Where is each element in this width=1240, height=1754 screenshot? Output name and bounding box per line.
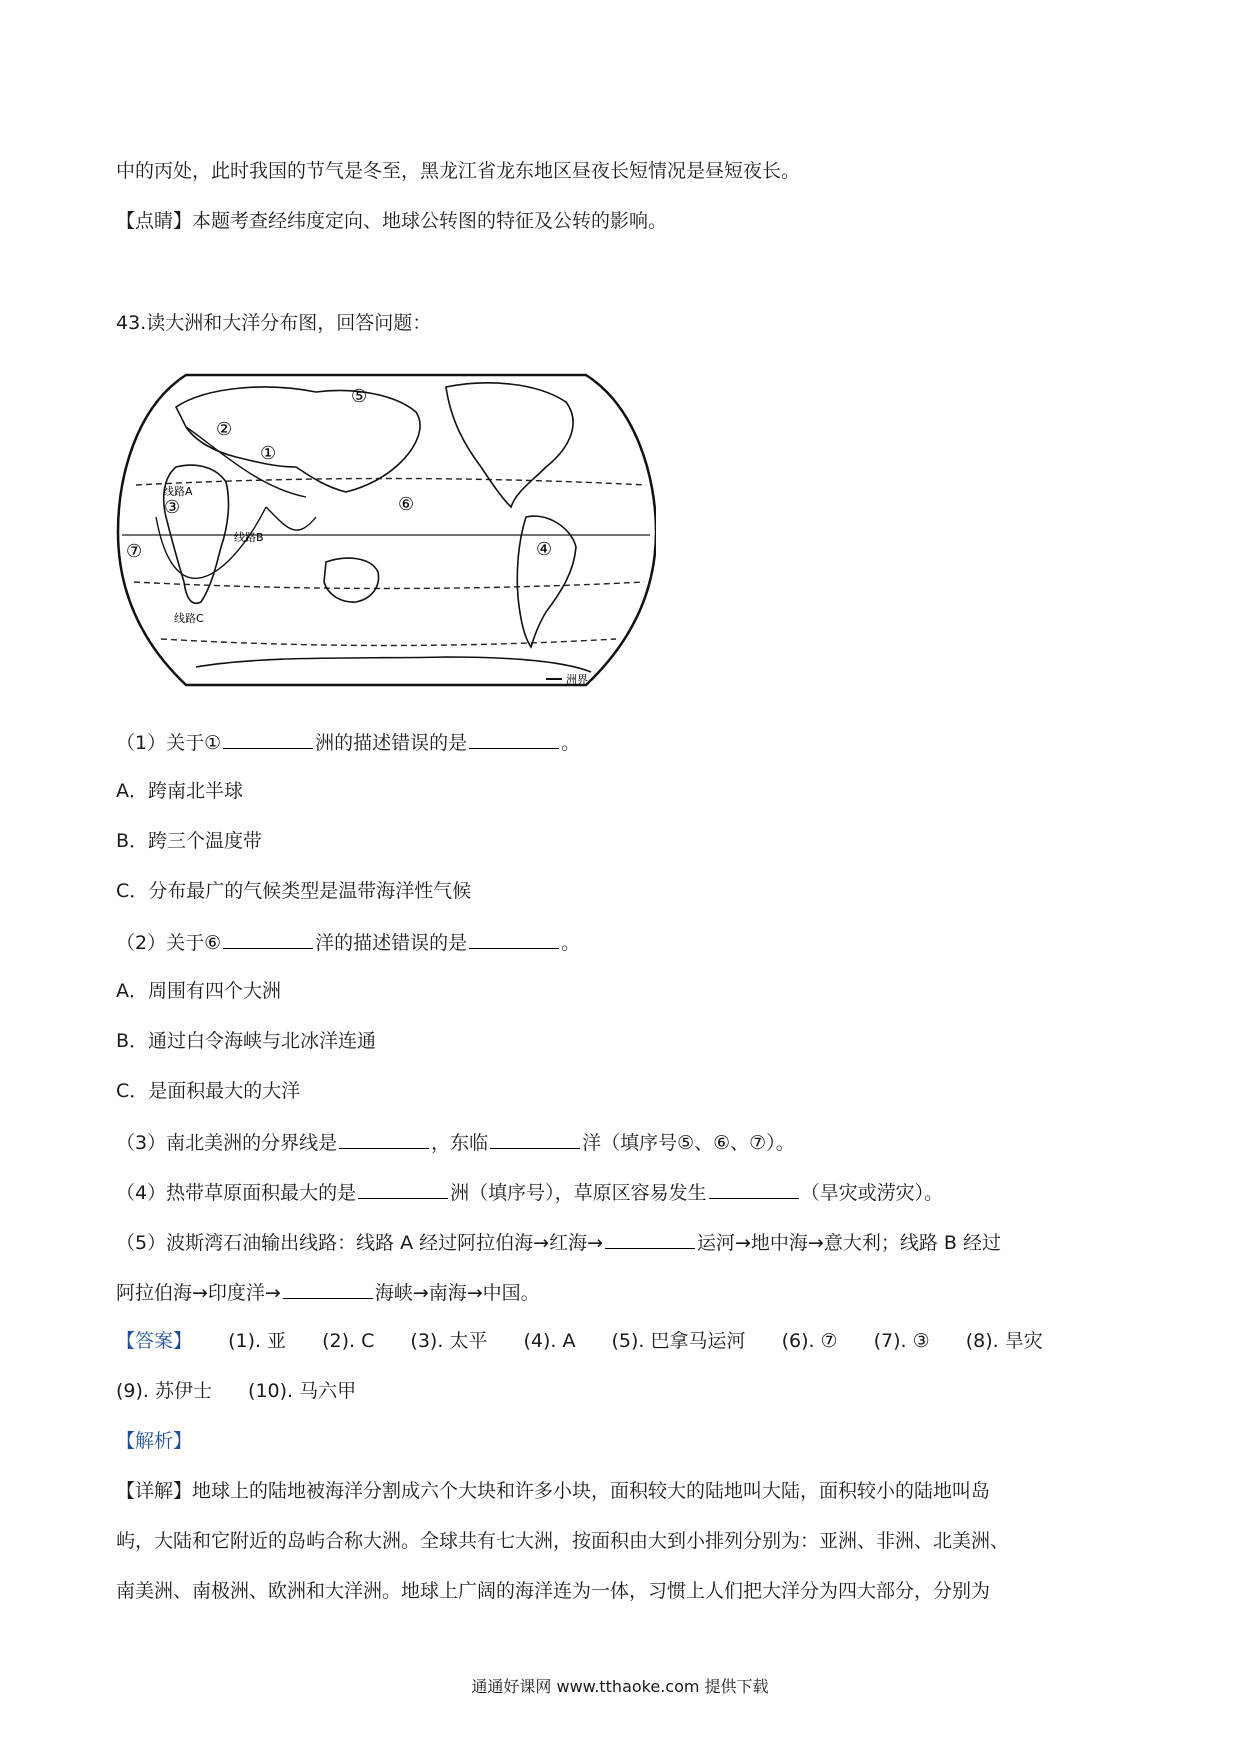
intro-line-1: 中的丙处，此时我国的节气是冬至，黑龙江省龙东地区昼夜长短情况是昼短夜长。 xyxy=(116,160,801,182)
north-america-outline xyxy=(446,383,573,507)
analysis-label: 【解析】 xyxy=(116,1430,193,1452)
q1-line xyxy=(116,728,580,756)
q4-blank-continent[interactable] xyxy=(358,1178,448,1199)
antarctic-circle-line xyxy=(161,639,616,646)
south-america-outline xyxy=(517,516,576,647)
q1-option-a: A．跨南北半球 xyxy=(116,780,243,802)
answer-item-6: (6). ⑦ xyxy=(781,1330,838,1352)
label-c1: ① xyxy=(260,443,277,464)
answer-item-5: (5). 巴拿马运河 xyxy=(611,1330,746,1352)
answer-item-1: (1). 亚 xyxy=(228,1330,287,1352)
q3-blank-ocean[interactable] xyxy=(490,1128,580,1149)
q2-line xyxy=(116,928,580,956)
q1-option-c: C．分布最广的气候类型是温带海洋性气候 xyxy=(116,880,472,902)
q1-blank-answer[interactable] xyxy=(469,728,559,749)
q5-blank-strait[interactable] xyxy=(283,1278,373,1299)
q3-mid: ，东临 xyxy=(431,1132,489,1154)
q1-blank-continent[interactable] xyxy=(223,728,313,749)
q1-mid: 洲的描述错误的是 xyxy=(315,732,468,754)
q1-pre: （1）关于① xyxy=(116,732,222,754)
legend-label: 洲界 xyxy=(566,673,588,686)
q5-line2-post: 海峡→南海→中国。 xyxy=(374,1282,540,1304)
q4-line xyxy=(116,1178,943,1206)
label-c4: ④ xyxy=(536,539,553,560)
label-c6: ⑥ xyxy=(398,494,415,515)
question-title: 43.读大洲和大洋分布图，回答问题： xyxy=(116,312,432,334)
label-c3: ③ xyxy=(164,497,181,518)
q5-pre: （5）波斯湾石油输出线路：线路 A 经过阿拉伯海→红海→ xyxy=(116,1232,604,1254)
route-a-path xyxy=(186,427,306,497)
q4-blank-disaster[interactable] xyxy=(709,1178,799,1199)
answer-item-4: (4). A xyxy=(523,1330,576,1352)
map-frame xyxy=(118,375,656,685)
answer-line-1 xyxy=(116,1328,1043,1354)
australia-outline xyxy=(324,558,379,602)
antarctica-outline xyxy=(196,657,591,672)
page-footer: 通通好课网 www.tthaoke.com 提供下载 xyxy=(471,1677,769,1696)
answer-item-2: (2). C xyxy=(322,1330,375,1352)
q2-post: 。 xyxy=(561,932,581,954)
answer-item-7: (7). ③ xyxy=(873,1330,930,1352)
q5-blank-canal[interactable] xyxy=(605,1228,695,1249)
q2-blank-ocean[interactable] xyxy=(223,928,313,949)
label-route-c: 线路C xyxy=(174,612,204,625)
q2-blank-answer[interactable] xyxy=(469,928,559,949)
answer-item-9: (9). 苏伊士 xyxy=(116,1380,212,1402)
tropic-north-line xyxy=(136,479,646,486)
q4-pre: （4）热带草原面积最大的是 xyxy=(116,1182,357,1204)
answer-item-8: (8). 旱灾 xyxy=(965,1330,1043,1352)
label-route-b: 线路B xyxy=(234,531,264,544)
q3-line xyxy=(116,1128,795,1156)
analysis-detail-1: 【详解】地球上的陆地被海洋分割成六个大块和许多小块，面积较大的陆地叫大陆，面积较小的陆地叫岛 xyxy=(116,1480,991,1502)
world-map-figure xyxy=(116,367,656,693)
q3-pre: （3）南北美洲的分界线是 xyxy=(116,1132,338,1154)
q3-post: 洋（填序号⑤、⑥、⑦）。 xyxy=(582,1132,795,1154)
route-b-path xyxy=(266,507,316,530)
analysis-detail-2: 屿，大陆和它附近的岛屿合称大洲。全球共有七大洲，按面积由大到小排列分别为：亚洲、非洲、北美洲、 xyxy=(116,1530,1010,1552)
eurasia-outline xyxy=(176,387,420,492)
q4-post: （旱灾或涝灾）。 xyxy=(800,1182,944,1204)
q5-line-1 xyxy=(116,1228,1001,1256)
analysis-detail-3: 南美洲、南极洲、欧洲和大洋洲。地球上广阔的海洋连为一体，习惯上人们把大洋分为四大部分，分别为 xyxy=(116,1580,991,1602)
answer-item-10: (10). 马六甲 xyxy=(248,1380,357,1402)
q2-pre: （2）关于⑥ xyxy=(116,932,222,954)
q2-option-c: C．是面积最大的大洋 xyxy=(116,1080,301,1102)
q5-line-2 xyxy=(116,1278,540,1306)
q2-option-b: B．通过白令海峡与北冰洋连通 xyxy=(116,1030,377,1052)
answer-line-2 xyxy=(116,1378,386,1404)
q5-line2-pre: 阿拉伯海→印度洋→ xyxy=(116,1282,281,1304)
q1-post: 。 xyxy=(561,732,581,754)
q2-mid: 洋的描述错误的是 xyxy=(315,932,468,954)
answer-label: 【答案】 xyxy=(116,1330,193,1352)
q1-option-b: B．跨三个温度带 xyxy=(116,830,263,852)
q4-mid: 洲（填序号），草原区容易发生 xyxy=(450,1182,707,1204)
label-c7: ⑦ xyxy=(126,541,143,562)
q3-blank-boundary[interactable] xyxy=(339,1128,429,1149)
answer-item-3: (3). 太平 xyxy=(410,1330,488,1352)
label-c2: ② xyxy=(216,419,233,440)
label-route-a: 线路A xyxy=(163,485,193,498)
q2-option-a: A．周围有四个大洲 xyxy=(116,980,281,1002)
intro-line-2: 【点睛】本题考查经纬度定向、地球公转图的特征及公转的影响。 xyxy=(116,210,668,232)
q5-mid: 运河→地中海→意大利；线路 B 经过 xyxy=(697,1232,1001,1254)
label-c5: ⑤ xyxy=(351,386,368,407)
